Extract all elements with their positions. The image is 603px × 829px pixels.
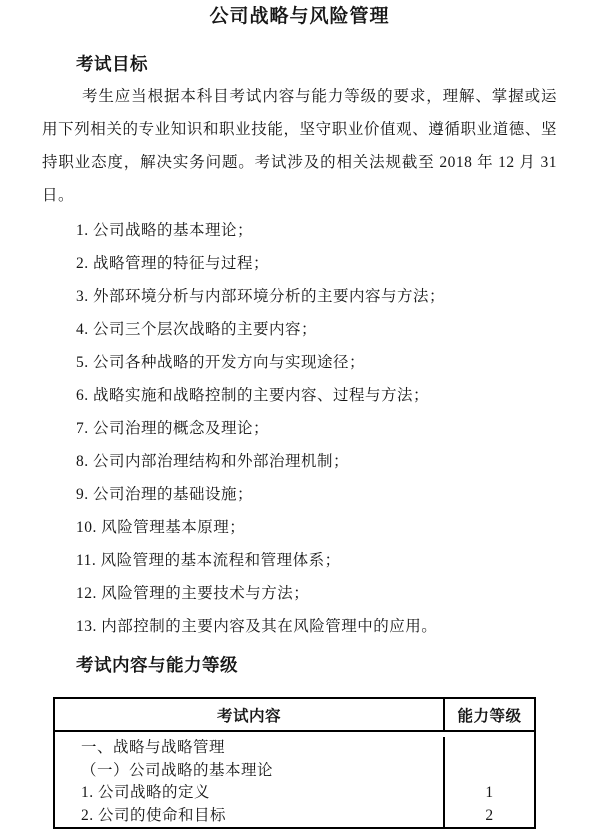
objective-item: 11. 风险管理的基本流程和管理体系； [76,552,341,569]
table-body [55,732,534,827]
table-row-content: 一、战略与战略管理 [81,739,226,756]
table-row-level: 2 [485,806,494,824]
objective-item: 3. 外部环境分析与内部环境分析的主要内容与方法； [76,288,446,305]
objective-item: 10. 风险管理基本原理； [76,519,246,536]
table-row-level [445,760,534,783]
exam-objectives-paragraph: 考生应当根据本科目考试内容与能力等级的要求，理解、掌握或运用下列相关的专业知识和职业技能，坚守职业价值观、遵循职业道德、坚持职业态度，解决实务问题。考试涉及的相关法规截至 2018 年 12 月 31 日。 [42,88,557,204]
objective-item: 8. 公司内部治理结构和外部治理机制； [76,453,350,470]
objective-item: 6. 战略实施和战略控制的主要内容、过程与方法； [76,387,430,404]
table-header-row [55,699,534,732]
table-row-level: 1 [485,784,494,801]
table-row-level [445,737,534,760]
objective-item: 4. 公司三个层次战略的主要内容； [76,321,318,338]
table-column-exam-content [55,737,445,827]
objective-item: 5. 公司各种战略的开发方向与实现途径； [76,354,366,371]
objective-item: 12. 风险管理的主要技术与方法； [76,585,310,602]
section-heading-exam-content: 考试内容与能力等级 [76,655,238,675]
table-row-content: 2. 公司的使命和目标 [81,806,227,824]
objective-item: 2. 战略管理的特征与过程； [76,255,270,272]
objective-item: 9. 公司治理的基础设施； [76,486,254,503]
objective-item: 13. 内部控制的主要内容及其在风险管理中的应用。 [76,618,438,635]
table-header-ability-level: 能力等级 [457,707,522,725]
objective-item: 7. 公司治理的概念及理论； [76,420,270,437]
objective-item: 1. 公司战略的基本理论； [76,222,254,239]
exam-content-table [53,697,536,829]
table-row-content: 1. 公司战略的定义 [81,784,211,801]
table-header-exam-content: 考试内容 [55,699,445,730]
objectives-list [42,214,557,643]
page-title: 公司战略与风险管理 [209,6,390,27]
table-column-ability-level [445,737,534,827]
table-row-content: （一）公司战略的基本理论 [81,761,274,779]
section-heading-exam-objectives: 考试目标 [76,54,148,74]
